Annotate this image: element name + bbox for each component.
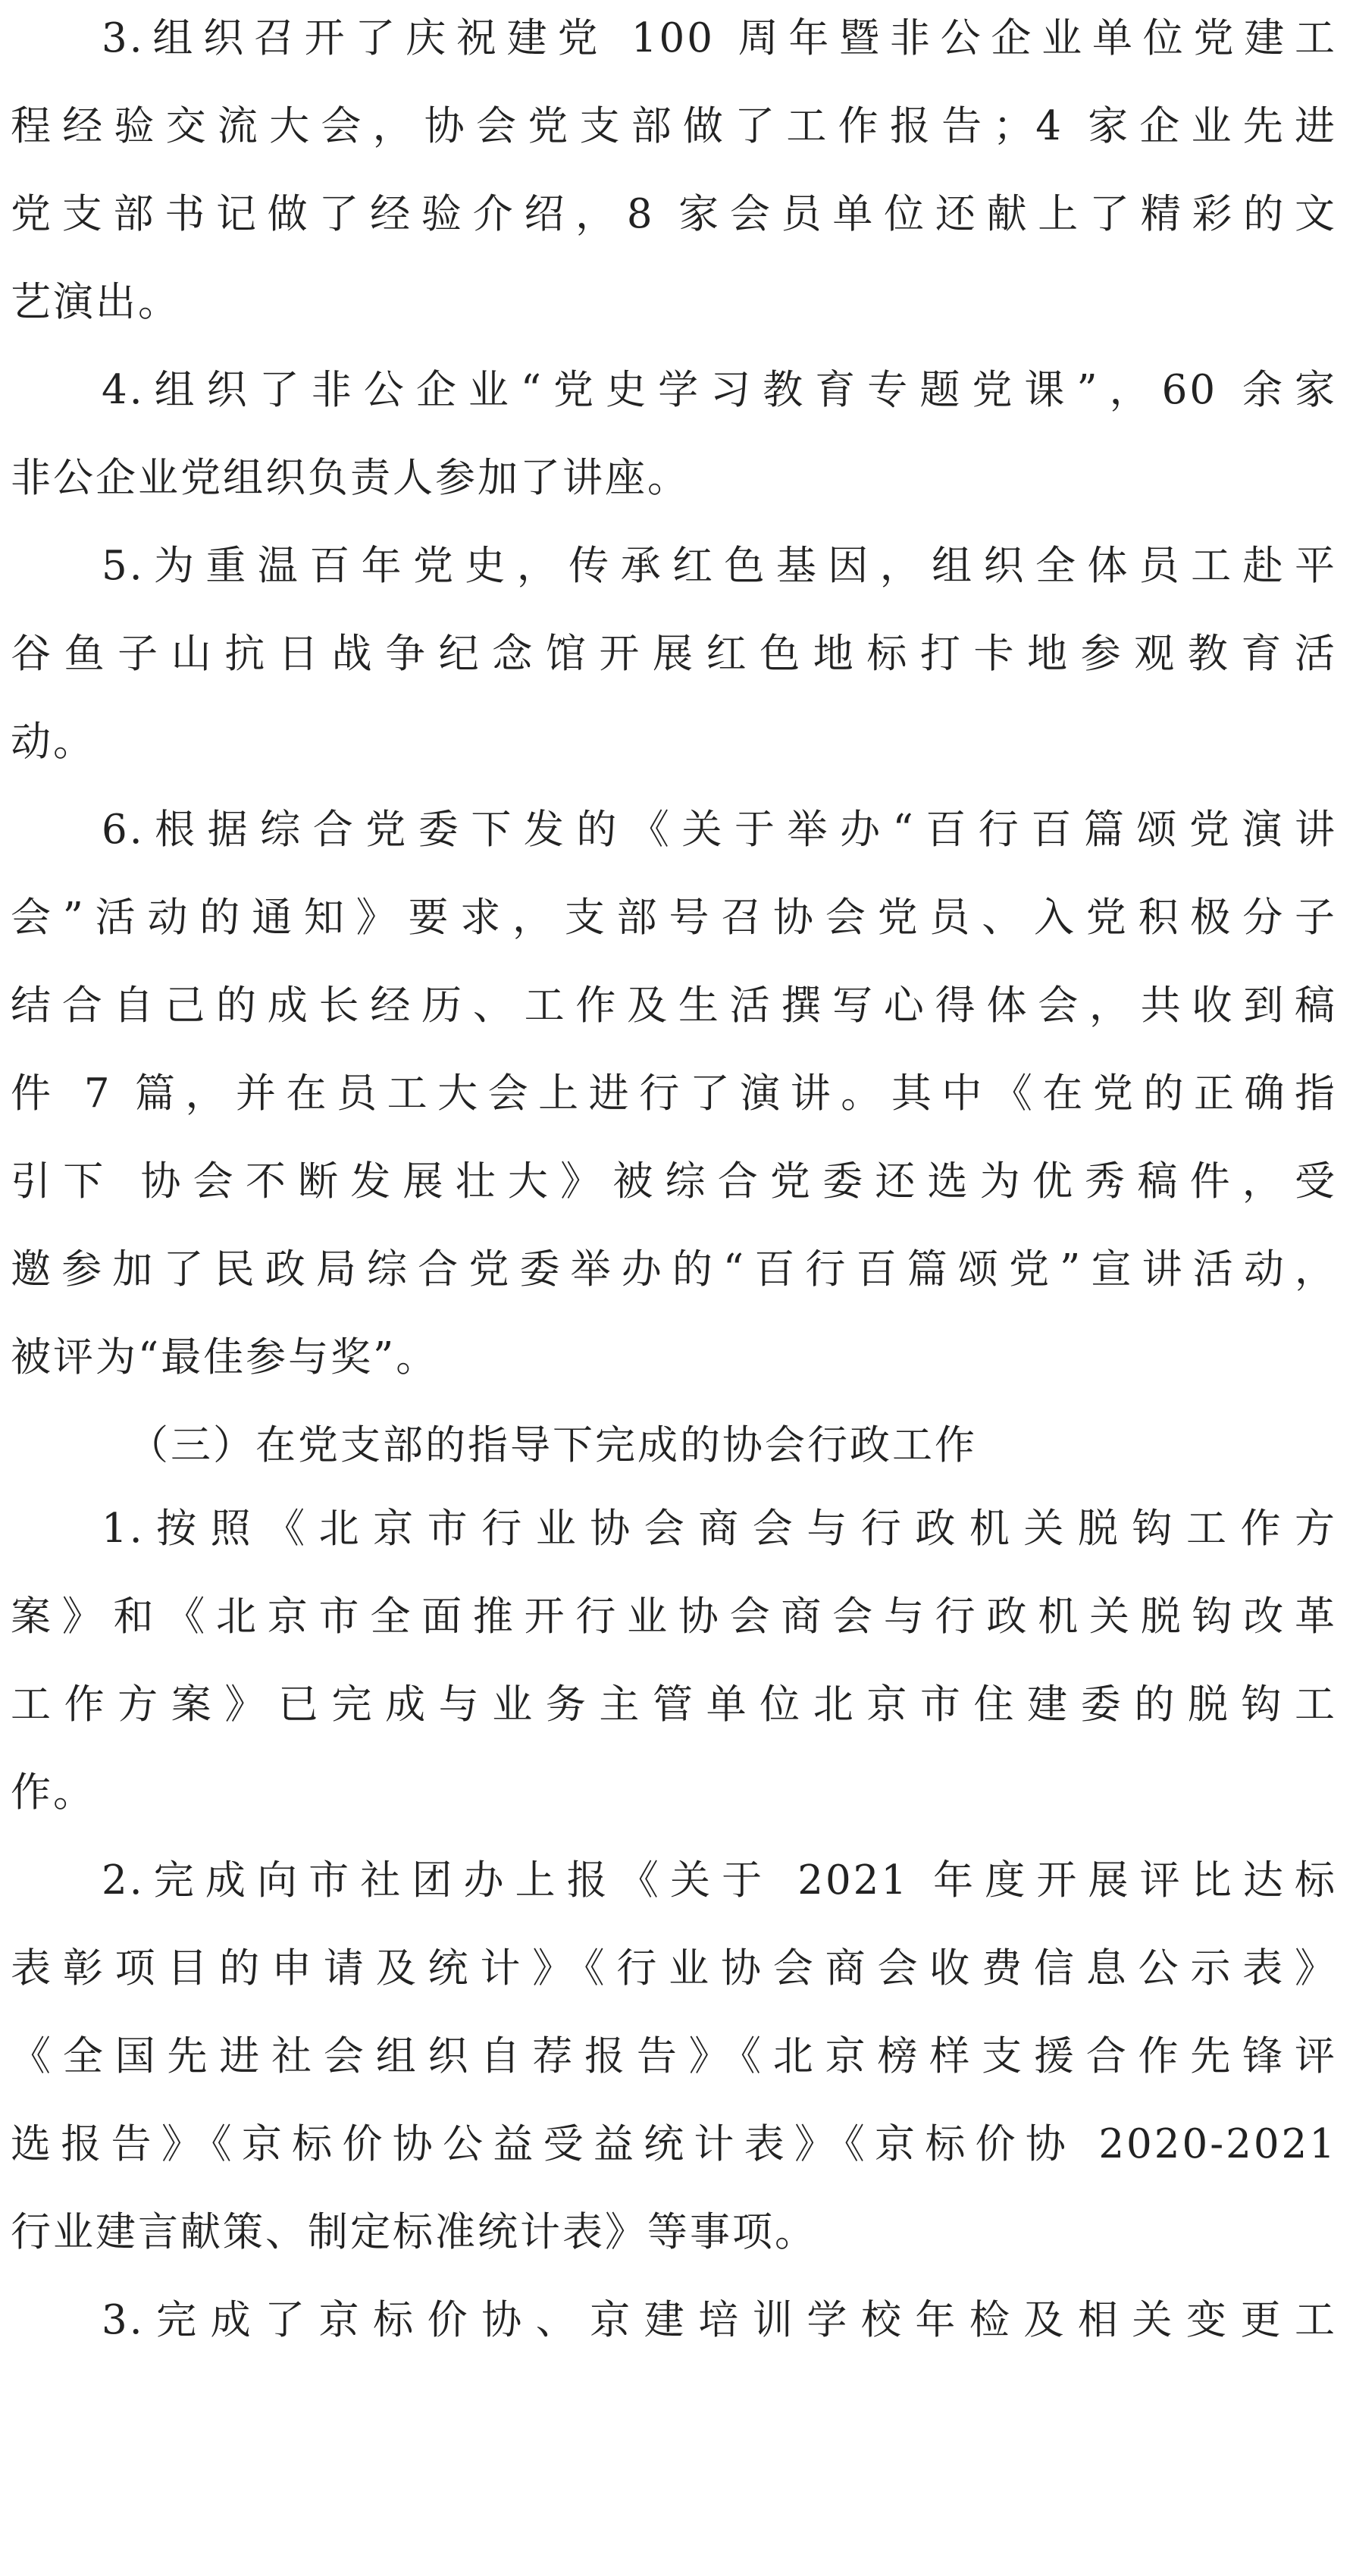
item-1-line-3: 工作方案》已完成与业务主管单位北京市住建委的脱钩工 <box>11 1681 1337 1728</box>
paragraph-6-line-3: 结合自己的成长经历、工作及生活撰写心得体会，共收到稿 <box>11 982 1337 1029</box>
item-1-line-2: 案》和《北京市全面推开行业协会商会与行政机关脱钩改革 <box>11 1594 1337 1640</box>
paragraph-6-line-1: 6.根据综合党委下发的《关于举办“百行百篇颂党演讲 <box>102 807 1337 853</box>
paragraph-5-line-1: 5.为重温百年党史，传承红色基因，组织全体员工赴平 <box>102 543 1337 589</box>
paragraph-4-line-1: 4.组织了非公企业“党史学习教育专题党课”，60 余家 <box>102 367 1337 413</box>
item-1-line-1: 1.按照《北京市行业协会商会与行政机关脱钩工作方 <box>102 1506 1337 1552</box>
paragraph-6-line-5: 引下 协会不断发展壮大》被综合党委还选为优秀稿件，受 <box>11 1158 1337 1205</box>
paragraph-3-line-3: 党支部书记做了经验介绍，8 家会员单位还献上了精彩的文 <box>11 191 1337 237</box>
item-3-line-1: 3.完成了京标价协、京建培训学校年检及相关变更工 <box>102 2297 1337 2343</box>
paragraph-6-line-2: 会”活动的通知》要求，支部号召协会党员、入党积极分子 <box>11 895 1337 941</box>
item-2-line-4: 选报告》《京标价协公益受益统计表》《京标价协 2020-2021 <box>11 2121 1337 2167</box>
item-2-line-2: 表彰项目的申请及统计》《行业协会商会收费信息公示表》 <box>11 1945 1337 1992</box>
section-heading: （三）在党支部的指导下完成的协会行政工作 <box>128 1422 977 1468</box>
item-2-line-1: 2.完成向市社团办上报《关于 2021 年度开展评比达标 <box>102 1857 1337 1904</box>
paragraph-5-line-3: 动。 <box>11 719 96 765</box>
paragraph-5-line-2: 谷鱼子山抗日战争纪念馆开展红色地标打卡地参观教育活 <box>11 631 1337 677</box>
paragraph-6-line-4: 件 7 篇，并在员工大会上进行了演讲。其中《在党的正确指 <box>11 1070 1337 1117</box>
paragraph-3-line-4: 艺演出。 <box>11 279 180 325</box>
paragraph-3-line-2: 程经验交流大会，协会党支部做了工作报告；4 家企业先进 <box>11 103 1337 149</box>
paragraph-4-line-2: 非公企业党组织负责人参加了讲座。 <box>11 455 690 501</box>
item-2-line-5: 行业建言献策、制定标准统计表》等事项。 <box>11 2209 817 2255</box>
paragraph-3-line-1: 3.组织召开了庆祝建党 100 周年暨非公企业单位党建工 <box>102 15 1337 61</box>
paragraph-6-line-7: 被评为“最佳参与奖”。 <box>11 1334 439 1380</box>
paragraph-6-line-6: 邀参加了民政局综合党委举办的“百行百篇颂党”宣讲活动， <box>11 1246 1337 1293</box>
item-1-line-4: 作。 <box>11 1769 96 1816</box>
item-2-line-3: 《全国先进社会组织自荐报告》《北京榜样支援合作先锋评 <box>11 2033 1337 2079</box>
